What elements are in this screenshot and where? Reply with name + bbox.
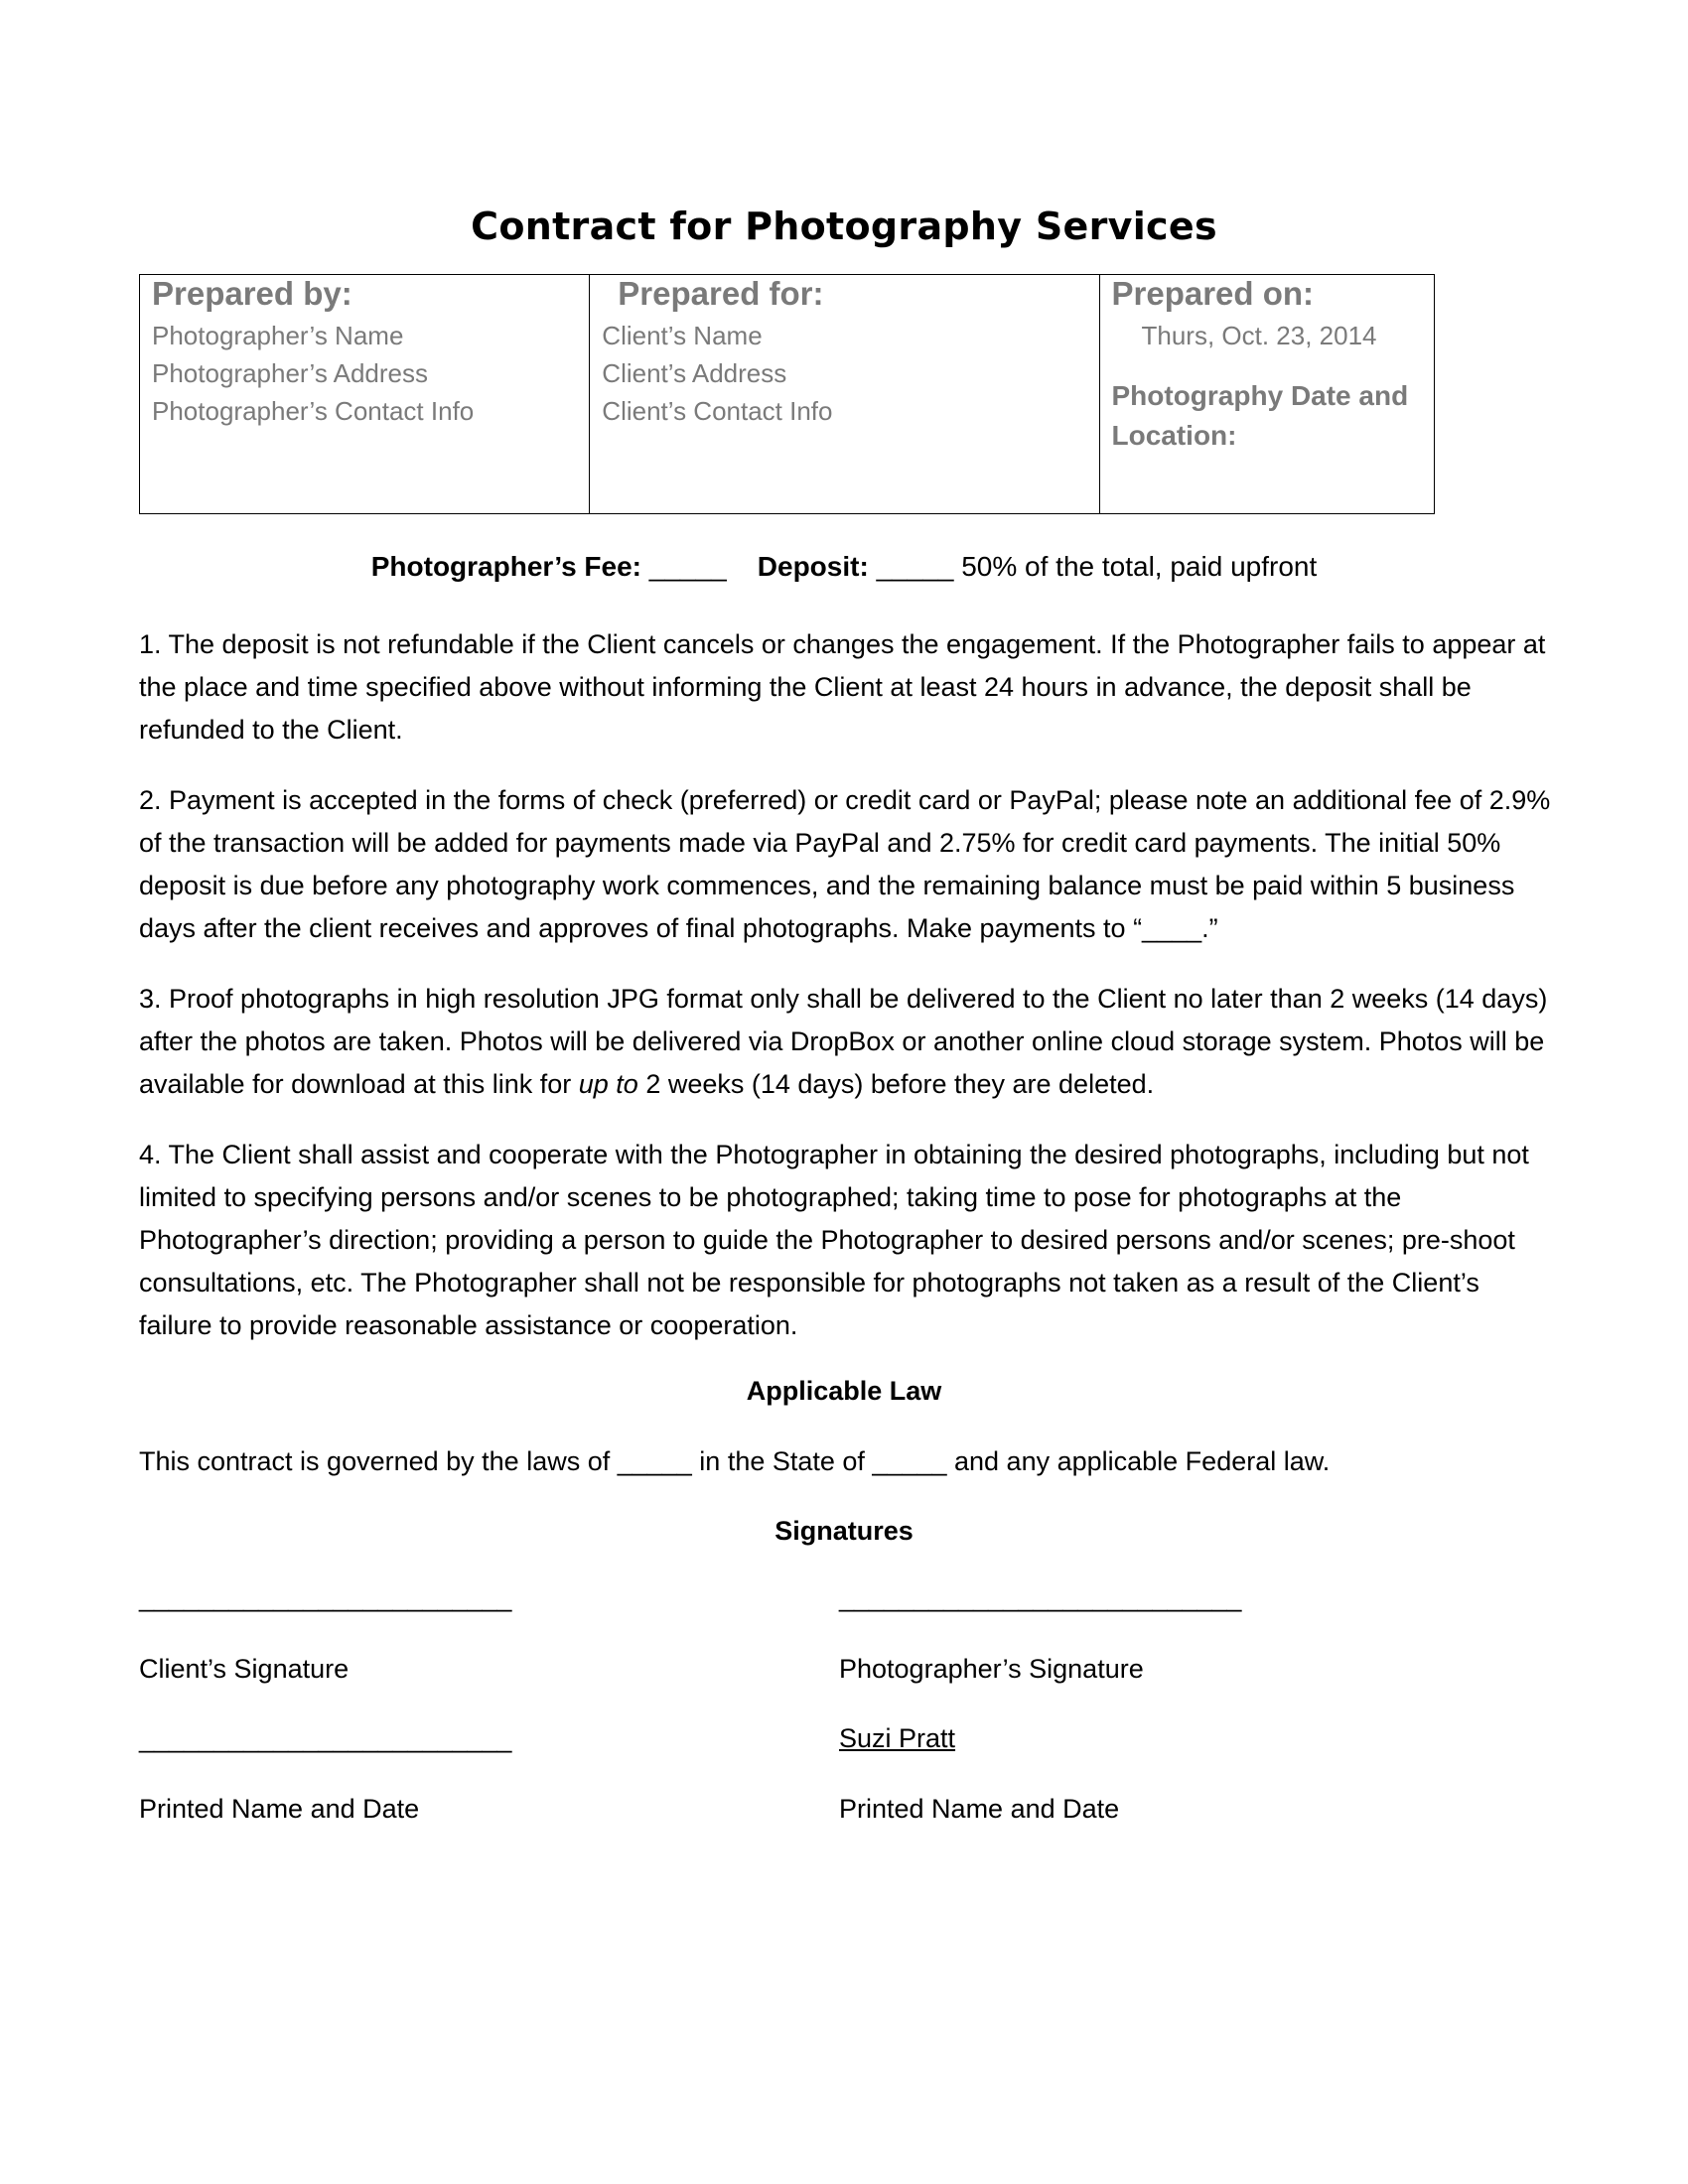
clause-4: 4. The Client shall assist and cooperate with the Photographer in obtaining the desired photographs, including but not limited to specifying persons and/or scenes to be photographed; taking time to pose for photographs at the Photographer’s direction; providing a person to guide the Photographer to desired persons and/or scenes; pre-shoot consultations, etc. The Photographer shall not be responsible for photographs not taken as a result of the Client’s failure to provide reasonable assistance or cooperation. xyxy=(139,1140,1529,1340)
applicable-law-heading: Applicable Law xyxy=(746,1376,942,1406)
clause-2: 2. Payment is accepted in the forms of check (preferred) or credit card or PayPal; please note an additional fee of 2.9% of the transaction will be added for payments made via PayPal and 2.75% for credit card payments. The initial 50% deposit is due before any photography work commences, and the remaining balance must be paid within 5 business days after the client receives and approves of final photographs. Make payments to “____.” xyxy=(139,785,1551,943)
client-printed-name-line: _________________________ xyxy=(139,1723,512,1753)
fee-label: Photographer’s Fee: xyxy=(370,551,641,582)
photographer-signature-line: ___________________________ xyxy=(839,1582,1242,1612)
client-signature-line: _________________________ xyxy=(139,1582,512,1612)
client-contact: Client’s Contact Info xyxy=(602,396,833,426)
document-title: Contract for Photography Services xyxy=(471,205,1217,248)
photographer-contact: Photographer’s Contact Info xyxy=(152,396,475,426)
client-name: Client’s Name xyxy=(602,321,763,350)
fee-line xyxy=(0,551,1688,583)
clause-3 xyxy=(139,978,1554,1106)
photographer-name: Photographer’s Name xyxy=(152,321,404,350)
clause-3-text: 3. Proof photographs in high resolution JPG format only shall be delivered to the Client no later than 2 weeks (14 days) after the photos are taken. Photos will be delivered via DropBox or another online cloud storage system. Photos will be available for download at this link for xyxy=(139,984,1548,1099)
prepared-by-cell xyxy=(140,275,589,513)
photography-date-location-label: Photography Date and Location: xyxy=(1111,380,1409,451)
clause-1: 1. The deposit is not refundable if the Client cancels or changes the engagement. If the Photographer fails to appear at the place and time specified above without informing the Client at least 24 hours in advance, the deposit shall be refunded to the Client. xyxy=(139,629,1546,745)
client-address: Client’s Address xyxy=(602,358,787,388)
prepared-for-cell xyxy=(589,275,1098,513)
prepared-on-label: Prepared on: xyxy=(1111,275,1315,312)
clause-3-text-end: 2 weeks (14 days) before they are deleted. xyxy=(637,1069,1155,1099)
info-table xyxy=(139,274,1435,514)
photographer-printed-name: Suzi Pratt xyxy=(839,1723,956,1753)
client-signature-label: Client’s Signature xyxy=(139,1654,350,1684)
deposit-blank: _____ xyxy=(876,551,954,582)
deposit-note: 50% of the total, paid upfront xyxy=(961,551,1318,582)
deposit-label: Deposit: xyxy=(757,551,869,582)
fee-blank: _____ xyxy=(648,551,727,582)
prepared-date: Thurs, Oct. 23, 2014 xyxy=(1141,321,1377,350)
photographer-signature-label: Photographer’s Signature xyxy=(839,1654,1144,1684)
applicable-law-text: This contract is governed by the laws of _____ in the State of _____ and any applicable Federal law. xyxy=(139,1446,1331,1476)
clause-3-emphasis: up to xyxy=(578,1069,638,1099)
photographer-printed-name-label: Printed Name and Date xyxy=(839,1794,1120,1824)
prepared-by-label: Prepared by: xyxy=(152,275,352,312)
prepared-on-cell xyxy=(1099,275,1434,513)
signatures-heading: Signatures xyxy=(774,1516,914,1546)
prepared-for-label: Prepared for: xyxy=(618,275,824,312)
photographer-address: Photographer’s Address xyxy=(152,358,429,388)
client-printed-name-label: Printed Name and Date xyxy=(139,1794,420,1824)
